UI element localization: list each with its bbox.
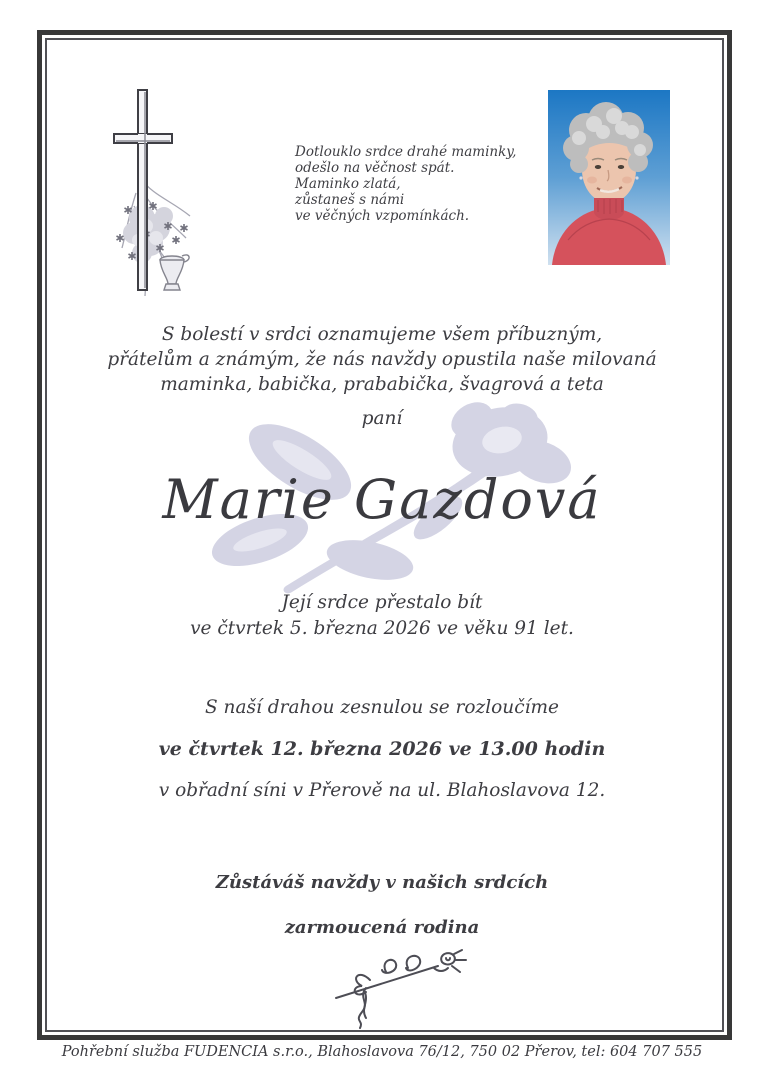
farewell-intro: S naší drahou zesnulou se rozloučíme: [204, 697, 559, 718]
farewell-location: v obřadní síni v Přerově na ul. Blahoslavova 12.: [158, 780, 606, 801]
verse-line: Maminko zlatá,: [295, 175, 401, 192]
death-line: Její srdce přestalo bít: [281, 592, 483, 613]
honorific-label: paní: [361, 408, 403, 429]
announcement-text: [0, 322, 764, 397]
announcement-line: přátelům a známým, že nás navždy opustila naše milovaná: [107, 349, 657, 370]
cross-with-flowers-icon: [98, 88, 202, 308]
verse-line: zůstaneš s námi: [295, 191, 405, 208]
farewell-datetime: ve čtvrtek 12. března 2026 ve 13.00 hodin: [158, 738, 606, 760]
verse-line: ve věčných vzpomínkách.: [295, 207, 470, 224]
deceased-name: Marie Gazdová: [162, 468, 602, 531]
portrait-photo: [548, 90, 670, 265]
closing-sentiment: Zůstáváš navždy v našich srdcích: [215, 872, 549, 893]
verse-line: Dotlouklo srdce drahé maminky,: [295, 144, 517, 160]
rose-ribbon-flourish-icon: [330, 946, 468, 1030]
memorial-verse: [295, 145, 516, 225]
death-line: ve čtvrtek 5. března 2026 ve věku 91 let.: [190, 618, 574, 639]
announcement-line: S bolestí v srdci oznamujeme všem příbuzným,: [161, 324, 603, 345]
funeral-service-footer: Pohřební služba FUDENCIA s.r.o., Blahoslavova 76/12, 750 02 Přerov, tel: 604 707 555: [61, 1044, 703, 1060]
death-notice: [0, 590, 764, 642]
announcement-line: maminka, babička, prababička, švagrová a teta: [160, 374, 604, 395]
verse-line: odešlo na věčnost spát.: [295, 159, 455, 176]
closing-family: zarmoucená rodina: [284, 917, 480, 938]
